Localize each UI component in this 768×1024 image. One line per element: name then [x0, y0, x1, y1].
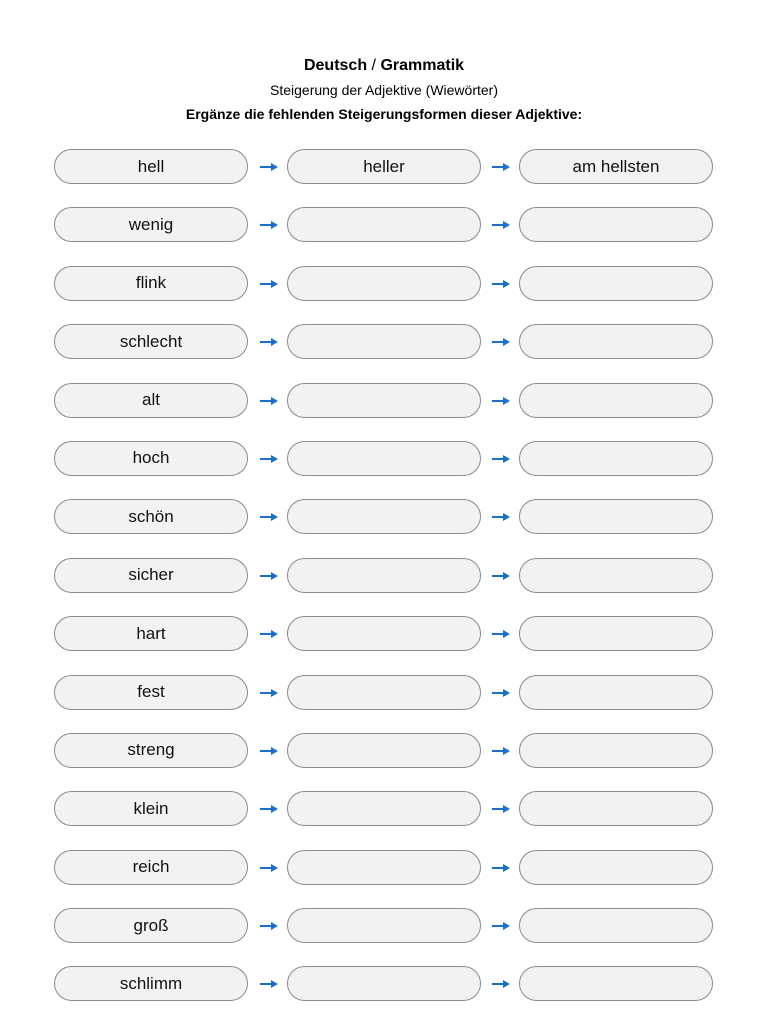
superlative-input[interactable] [520, 150, 712, 183]
positive-form-box [54, 966, 248, 1001]
comparative-input[interactable] [288, 734, 480, 767]
arrow-right-icon [259, 277, 279, 289]
comparative-input[interactable] [288, 676, 480, 709]
positive-form-box [54, 616, 248, 651]
positive-form-text: schlecht [119, 331, 183, 351]
exercise-row [54, 733, 716, 771]
positive-form-box [54, 850, 248, 885]
topic-label: Grammatik [380, 57, 465, 74]
comparative-form-box[interactable] [287, 441, 481, 476]
comparative-input[interactable] [288, 267, 480, 300]
comparative-input[interactable] [288, 500, 480, 533]
arrow-right-icon [259, 569, 279, 581]
arrow-right-icon [491, 277, 511, 289]
positive-form-box [54, 558, 248, 593]
superlative-input[interactable] [520, 208, 712, 241]
positive-form-text: wenig [128, 214, 174, 234]
page-subtitle: Steigerung der Adjektive (Wiewörter) [270, 82, 498, 98]
worksheet-header [0, 56, 768, 123]
arrow-right-icon [491, 919, 511, 931]
exercise-row [54, 441, 716, 479]
arrow-right-icon [491, 452, 511, 464]
superlative-input[interactable] [520, 676, 712, 709]
arrow-right-icon [491, 569, 511, 581]
superlative-form-box[interactable] [519, 908, 713, 943]
exercise-row [54, 675, 716, 713]
arrow-right-icon [259, 510, 279, 522]
exercise-row [54, 558, 716, 596]
comparative-input[interactable] [288, 442, 480, 475]
comparative-form-box[interactable] [287, 207, 481, 242]
positive-form-box [54, 149, 248, 184]
positive-form-text: groß [133, 915, 169, 935]
superlative-form-box[interactable] [519, 966, 713, 1001]
superlative-form-box[interactable] [519, 675, 713, 710]
subject-label: Deutsch [303, 57, 368, 74]
comparative-form-box[interactable] [287, 616, 481, 651]
comparative-form-box[interactable] [287, 499, 481, 534]
comparative-input[interactable] [288, 325, 480, 358]
arrow-right-icon [491, 861, 511, 873]
arrow-right-icon [491, 977, 511, 989]
arrow-right-icon [259, 744, 279, 756]
arrow-right-icon [259, 977, 279, 989]
superlative-input[interactable] [520, 617, 712, 650]
comparative-form-box[interactable] [287, 966, 481, 1001]
superlative-input[interactable] [520, 851, 712, 884]
positive-form-box [54, 207, 248, 242]
positive-form-box [54, 383, 248, 418]
exercise-row [54, 324, 716, 362]
comparative-form-box[interactable] [287, 675, 481, 710]
arrow-right-icon [491, 160, 511, 172]
arrow-right-icon [491, 394, 511, 406]
arrow-right-icon [259, 452, 279, 464]
positive-form-box [54, 324, 248, 359]
superlative-form-box[interactable] [519, 383, 713, 418]
positive-form-text: hart [136, 623, 166, 643]
superlative-input[interactable] [520, 559, 712, 592]
superlative-form-box[interactable] [519, 850, 713, 885]
positive-form-text: streng [127, 740, 175, 760]
comparative-form-box[interactable] [287, 733, 481, 768]
positive-form-text: flink [135, 273, 167, 293]
superlative-input[interactable] [520, 325, 712, 358]
exercise-row [54, 908, 716, 946]
superlative-form-box[interactable] [519, 149, 713, 184]
instruction-text: Ergänze die fehlenden Steigerungsformen dieser Adjektive: [185, 106, 583, 122]
exercise-row [54, 149, 716, 187]
exercise-row [54, 966, 716, 1004]
arrow-right-icon [259, 394, 279, 406]
arrow-right-icon [491, 335, 511, 347]
superlative-input[interactable] [520, 792, 712, 825]
positive-form-text: hoch [132, 448, 170, 468]
positive-form-box [54, 266, 248, 301]
exercise-row [54, 850, 716, 888]
comparative-form-box[interactable] [287, 149, 481, 184]
arrow-right-icon [491, 510, 511, 522]
comparative-input[interactable] [288, 909, 480, 942]
comparative-form-box[interactable] [287, 850, 481, 885]
arrow-right-icon [259, 160, 279, 172]
comparative-input[interactable] [288, 208, 480, 241]
exercise-rows [54, 149, 716, 1024]
positive-form-text: schön [128, 506, 174, 526]
positive-form-box [54, 441, 248, 476]
superlative-form-box[interactable] [519, 266, 713, 301]
superlative-form-box[interactable] [519, 499, 713, 534]
superlative-form-box[interactable] [519, 441, 713, 476]
comparative-input[interactable] [288, 384, 480, 417]
arrow-right-icon [259, 335, 279, 347]
superlative-form-box[interactable] [519, 207, 713, 242]
positive-form-box [54, 908, 248, 943]
exercise-row [54, 207, 716, 245]
superlative-input[interactable] [520, 384, 712, 417]
comparative-input[interactable] [288, 851, 480, 884]
arrow-right-icon [259, 218, 279, 230]
comparative-input[interactable] [288, 792, 480, 825]
comparative-input[interactable] [288, 559, 480, 592]
superlative-input[interactable] [520, 734, 712, 767]
superlative-input[interactable] [520, 267, 712, 300]
positive-form-box [54, 675, 248, 710]
superlative-form-box[interactable] [519, 324, 713, 359]
comparative-form-box[interactable] [287, 383, 481, 418]
positive-form-box [54, 499, 248, 534]
exercise-row [54, 383, 716, 421]
exercise-row [54, 791, 716, 829]
comparative-form-box[interactable] [287, 558, 481, 593]
arrow-right-icon [259, 627, 279, 639]
comparative-form-box[interactable] [287, 791, 481, 826]
positive-form-text: sicher [128, 565, 174, 585]
arrow-right-icon [491, 686, 511, 698]
arrow-right-icon [259, 802, 279, 814]
superlative-input[interactable] [520, 967, 712, 1000]
arrow-right-icon [491, 218, 511, 230]
arrow-right-icon [491, 744, 511, 756]
comparative-input[interactable] [288, 150, 480, 183]
positive-form-text: reich [132, 857, 170, 877]
positive-form-text: klein [133, 798, 169, 818]
superlative-input[interactable] [520, 909, 712, 942]
superlative-input[interactable] [520, 442, 712, 475]
arrow-right-icon [259, 919, 279, 931]
arrow-right-icon [491, 802, 511, 814]
positive-form-box [54, 733, 248, 768]
exercise-row [54, 266, 716, 304]
arrow-right-icon [259, 861, 279, 873]
positive-form-text: alt [142, 390, 160, 410]
comparative-form-box[interactable] [287, 266, 481, 301]
superlative-form-box[interactable] [519, 616, 713, 651]
superlative-form-box[interactable] [519, 558, 713, 593]
comparative-form-box[interactable] [287, 324, 481, 359]
exercise-row [54, 616, 716, 654]
positive-form-text: fest [137, 682, 165, 702]
comparative-input[interactable] [288, 967, 480, 1000]
page-title [0, 56, 768, 76]
arrow-right-icon [491, 627, 511, 639]
positive-form-box [54, 791, 248, 826]
comparative-input[interactable] [288, 617, 480, 650]
arrow-right-icon [259, 686, 279, 698]
superlative-input[interactable] [520, 500, 712, 533]
positive-form-text: hell [137, 156, 165, 176]
comparative-form-box[interactable] [287, 908, 481, 943]
title-separator: / [367, 57, 381, 74]
superlative-form-box[interactable] [519, 733, 713, 768]
positive-form-text: schlimm [119, 973, 183, 993]
exercise-row [54, 499, 716, 537]
superlative-form-box[interactable] [519, 791, 713, 826]
